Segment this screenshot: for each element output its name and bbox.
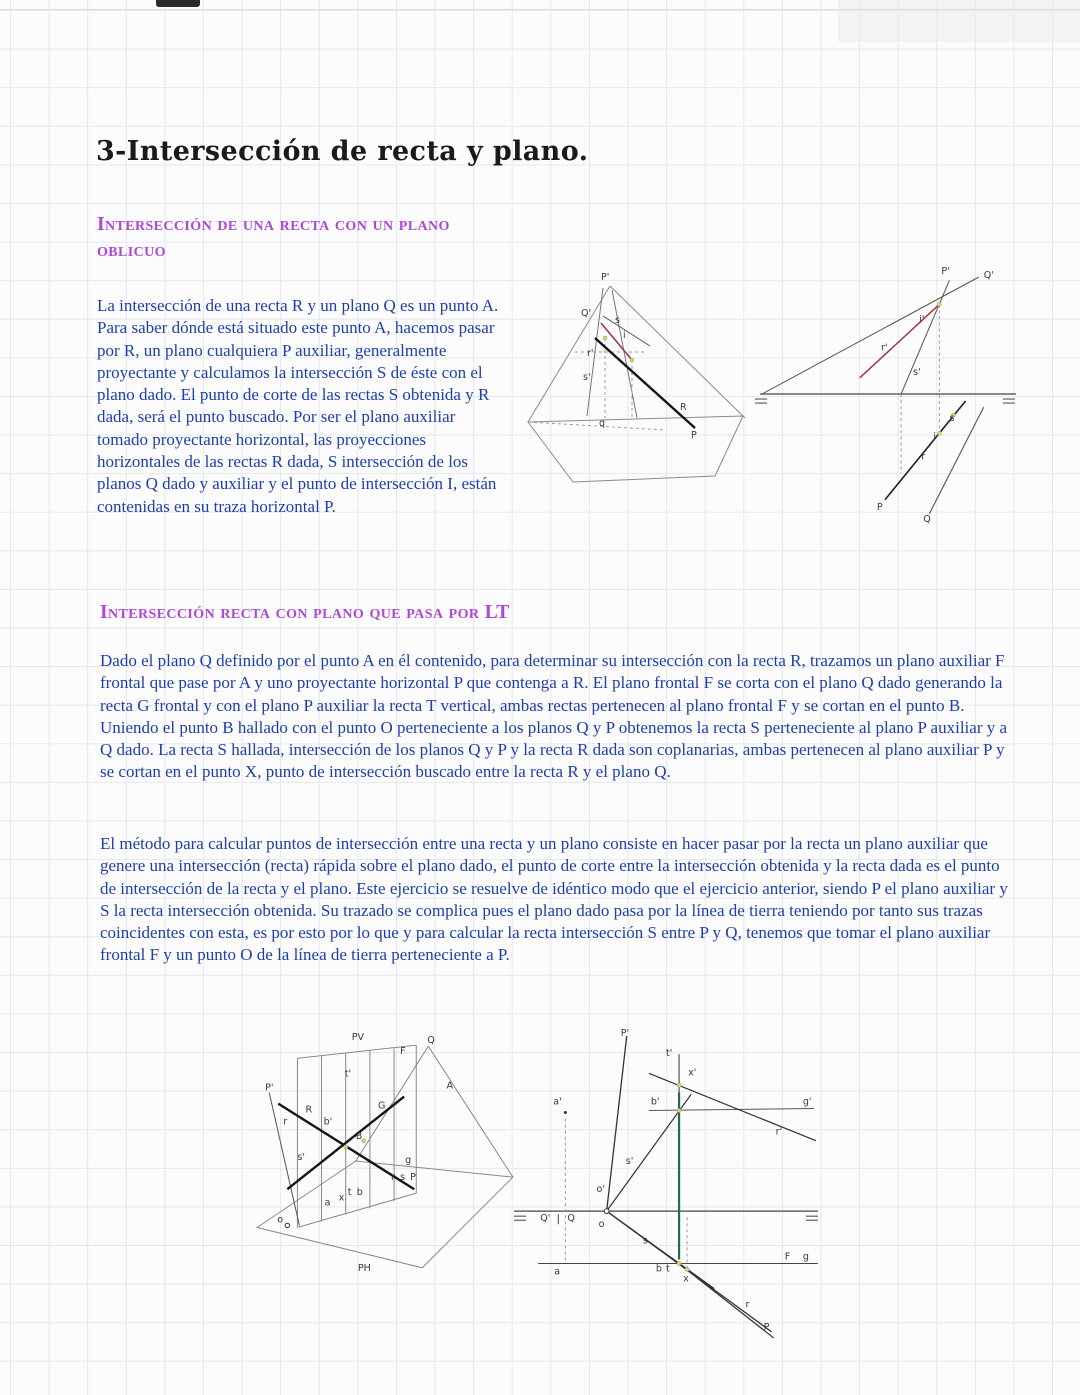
point-marker <box>344 1145 348 1149</box>
diagram-label: P' <box>265 1082 274 1094</box>
diagram-label: r <box>391 1172 395 1184</box>
page-top-edge <box>0 9 1080 10</box>
diagram-label: P <box>876 501 883 513</box>
diagram-label: s <box>642 1235 648 1247</box>
diagram-label: R <box>680 402 687 413</box>
diagram-label: Q <box>923 513 931 525</box>
diagram-label: F <box>784 1251 791 1263</box>
lt-end-ticks <box>514 1216 818 1220</box>
paragraph-oblique-plane: La intersección de una recta R y un plano Q es un punto A. Para saber dónde está situado este punto A, hacemos pasar por R, un plano cualquiera P auxiliar, generalmente proyectante y calculamos la intersección S de éste con el plano dado. El punto de corte de las rectas S obtenida y R dada, será el punto buscado. Por ser el plano auxiliar tomado proyectante horizontal, las proyecciones horizontales de las rectas R dada, S intersección de los planos Q dado y auxiliar y el punto de intersección I, están contenidas en su traza horizontal P. <box>97 296 499 516</box>
diagram-label: r <box>283 1116 288 1128</box>
lt-end-ticks <box>755 399 1015 403</box>
diagram-label: r <box>745 1299 750 1311</box>
line-s <box>603 316 650 346</box>
diagram-label: P <box>763 1321 770 1333</box>
point-marker <box>677 1109 681 1113</box>
diagram-label: s <box>949 413 955 425</box>
diagram-label: PV <box>351 1032 365 1044</box>
trace-q <box>929 407 983 514</box>
diagram-label: q <box>599 418 606 429</box>
trace-p-prime <box>901 280 949 394</box>
diagram-label: Q <box>427 1035 435 1047</box>
diagram-label: r' <box>880 342 888 354</box>
paragraph-plane-through-lt: Dado el plano Q definido por el punto A en él contenido, para determinar su intersección con la recta R, trazamos un plano auxiliar F frontal que pase por A y uno proyectante horizontal P que contenga a R. El plano frontal F se corta con el plano Q dado generando la recta G frontal y con el plano P auxiliar la recta T vertical, ambas rectas pertenecen al plano frontal F y se cortan en el punto B. Uniendo el punto B hallado con el punto O perteneciente a los planos Q y P obtenemos la recta S perteneciente al plano P auxiliar y a Q dado. La recta S hallada, intersección de los planos Q y P y la recta R dada son coplanarias, ambas pertenecen al plano auxiliar P y se cortan en el punto X, punto de intersección buscado entre la recta R y el plano Q. <box>100 651 1008 782</box>
point-marker <box>677 1261 681 1265</box>
page-edge-mark <box>156 0 200 7</box>
point-o-marker <box>604 1209 609 1214</box>
diagram-label: t' <box>665 1048 673 1060</box>
line-r-prime-red <box>860 304 940 378</box>
diagram-label: s' <box>297 1152 305 1164</box>
diagram-label: o' <box>596 1184 606 1196</box>
diagram-label: R <box>305 1104 313 1116</box>
point-o-marker <box>285 1223 289 1227</box>
point-marker <box>603 336 607 340</box>
diagram-label: s' <box>625 1155 634 1167</box>
diagram-label: b <box>356 1187 363 1199</box>
diagram-label: o <box>277 1214 284 1226</box>
diagram-label: x' <box>688 1067 697 1079</box>
diagram-label: F <box>400 1046 406 1058</box>
point-marker <box>630 358 634 362</box>
line-g-prime <box>649 1109 814 1111</box>
diagram-label: s <box>615 315 620 326</box>
trace-q-prime <box>762 277 979 394</box>
point-marker <box>677 1083 681 1087</box>
diagram-label: a <box>554 1266 561 1278</box>
diagram-label: P' <box>601 272 610 283</box>
diagram-label: t <box>347 1187 352 1199</box>
diagram-label: A <box>446 1080 453 1092</box>
point-marker <box>937 431 941 435</box>
diagram-label: r' <box>587 348 594 359</box>
section-heading-plane-through-lt: Intersección recta con plano que pasa por LT <box>100 602 510 623</box>
diagram-label: B <box>355 1130 363 1142</box>
section-heading-oblique-plane: Intersección de una recta con un plano oblicuo <box>97 214 450 261</box>
diagram-label: G <box>377 1100 386 1112</box>
diagram-label: s <box>400 1172 406 1184</box>
diagram-label: s' <box>583 372 591 383</box>
diagram-label: t' <box>344 1068 352 1080</box>
diagram-label: g <box>405 1155 412 1167</box>
diagram-label: r' <box>775 1126 783 1138</box>
diagram-label: Q <box>567 1213 575 1225</box>
diagram-epura-oblique <box>752 260 1024 532</box>
diagram-label: P' <box>620 1028 630 1040</box>
point-marker <box>685 1267 689 1271</box>
line-s <box>607 1211 715 1288</box>
diagram-label: g <box>802 1251 809 1263</box>
diagram-label: P <box>691 430 697 441</box>
line-r-prime <box>649 1073 816 1140</box>
point-marker <box>362 1139 366 1143</box>
diagram-label: i' <box>919 314 925 326</box>
diagram-label: r <box>921 451 926 463</box>
diagram-label: i <box>623 330 626 341</box>
trace-p-prime <box>269 1093 299 1226</box>
page-title: 3-Intersección de recta y plano. <box>96 136 589 167</box>
diagram-label: b <box>655 1263 662 1275</box>
scan-shadow <box>838 0 1080 42</box>
projection-dashed-lines <box>565 1119 687 1268</box>
diagram-epura-lt <box>508 1028 830 1350</box>
projection-dashed-lines <box>901 304 939 473</box>
diagram-label: a' <box>553 1096 562 1108</box>
diagram-label: P' <box>941 266 950 278</box>
diagram-label: g' <box>802 1096 812 1108</box>
diagram-axonometric-lt <box>243 1028 525 1290</box>
diagram-label: PH <box>357 1262 371 1274</box>
paragraph-method: El método para calcular puntos de intersección entre una recta y un plano consiste en hacer pasar por la recta un plano auxiliar que genere una intersección (recta) rápida sobre el plano dado, el punto de corte entre la intersección obtenida y la recta dada es el punto de intersección de la recta y el plano. Este ejercicio se resuelve de idéntico modo que el ejercicio anterior, siendo P el plano auxiliar y S la recta intersección obtenida. Su trazado se complica pues el plano dado pasa por la línea de tierra teniendo por tanto sus trazas coincidentes con esta, es por esto por lo que y para calcular la recta intersección S entre P y Q, tenemos que tomar el plano auxiliar frontal F y un punto O de la línea de tierra perteneciente a P. <box>100 834 1008 965</box>
diagram-label: P <box>410 1172 416 1184</box>
diagram-label: x <box>338 1192 345 1204</box>
plane-q-edges <box>356 1046 513 1177</box>
diagram-label: a <box>324 1197 331 1209</box>
diagram-label: t <box>665 1263 670 1275</box>
diagram-label: b' <box>323 1116 333 1128</box>
line-r-thick <box>595 338 695 428</box>
ground-plane <box>257 1161 513 1268</box>
line-i-red <box>601 323 632 360</box>
diagram-label: Q' <box>581 308 592 319</box>
diagram-label: o <box>598 1219 605 1231</box>
diagram-label: x <box>683 1273 689 1285</box>
diagram-label: s' <box>913 366 921 378</box>
diagram-label: i <box>933 431 937 443</box>
point-marker <box>937 302 941 306</box>
trace-p-prime <box>607 1036 627 1211</box>
diagram-label: Q' <box>983 270 994 282</box>
ground-plane <box>528 286 745 482</box>
diagram-axonometric-oblique <box>515 268 755 498</box>
diagram-label: Q' <box>540 1213 551 1225</box>
diagram-label: b' <box>650 1096 660 1108</box>
point-marker <box>564 1111 567 1114</box>
